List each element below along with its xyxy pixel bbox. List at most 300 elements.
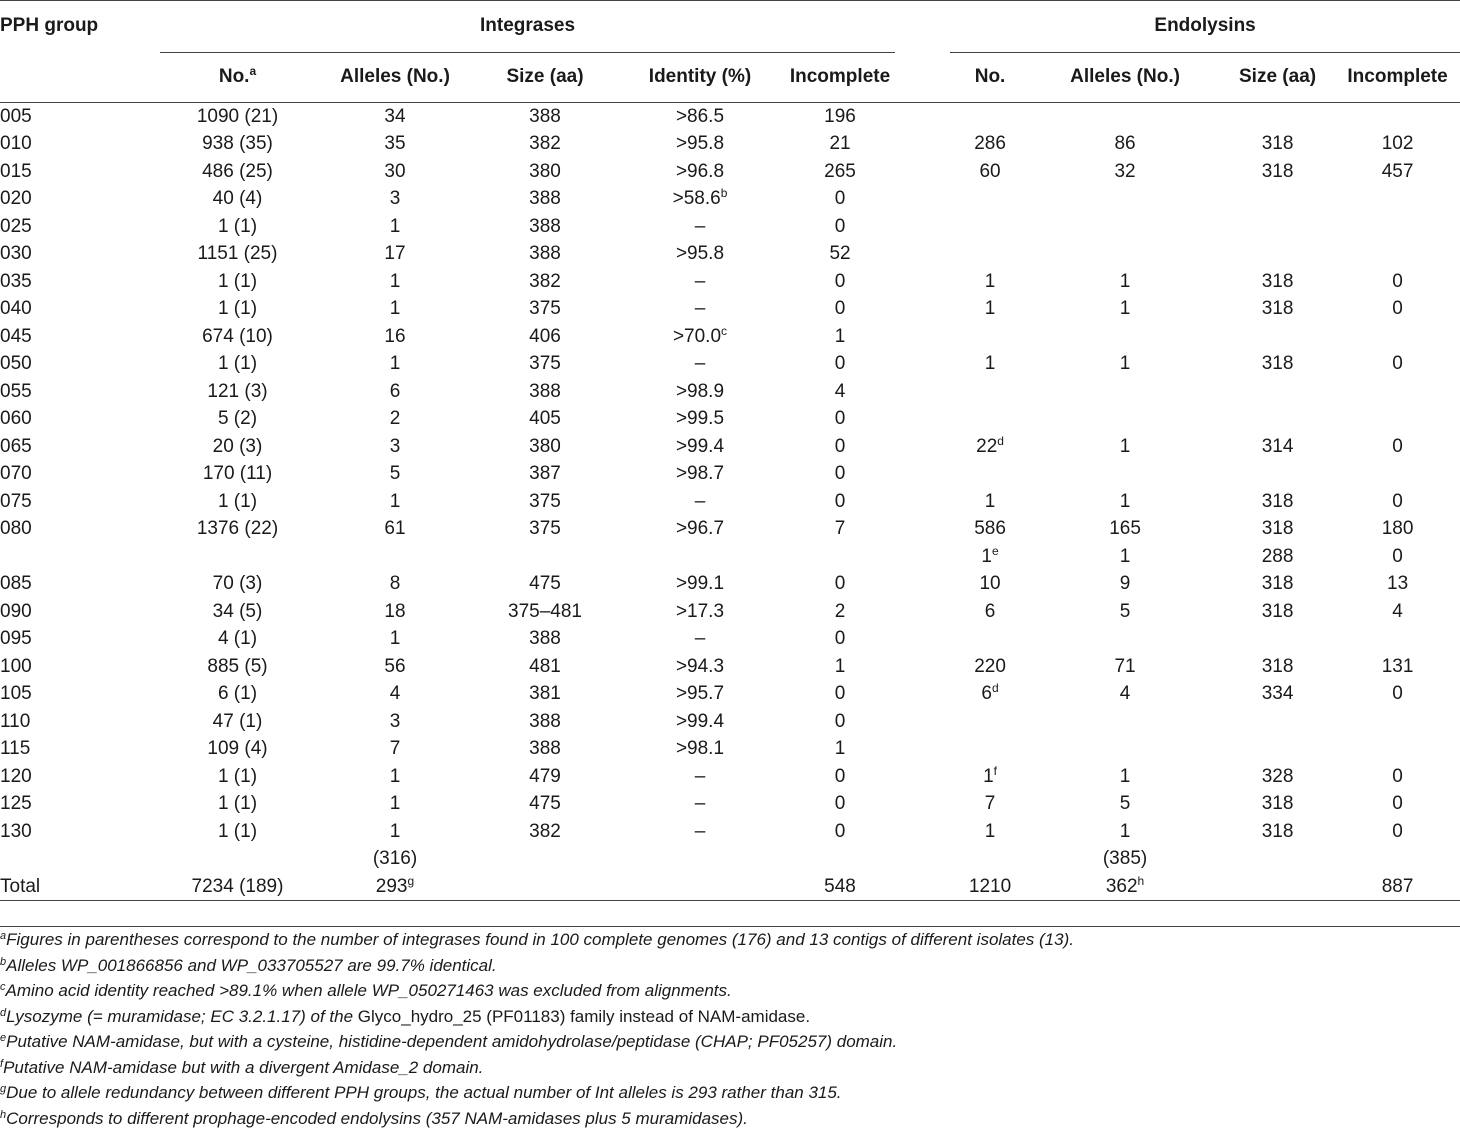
table-row — [0, 213, 1460, 241]
table-row — [0, 680, 1460, 708]
endo-cell — [1220, 378, 1335, 406]
endo-cell-value: 318 — [1261, 600, 1294, 622]
endo-cell — [1220, 735, 1335, 763]
row-group-value: 085 — [0, 573, 32, 594]
row-spacer — [895, 763, 950, 791]
endo-cell-value: 22 — [976, 435, 998, 457]
int-cell — [160, 873, 315, 901]
header-endo-col-value: Incomplete — [1347, 66, 1448, 87]
int-cell-value: 405 — [529, 408, 561, 429]
int-cell — [785, 653, 895, 681]
int-cell-value: 1090 (21) — [196, 105, 279, 127]
int-cell — [160, 460, 315, 488]
row-group-value: 075 — [0, 490, 32, 512]
header-int-col — [615, 53, 785, 103]
int-cell — [785, 185, 895, 213]
int-cell — [785, 680, 895, 708]
endo-cell-value: 457 — [1381, 160, 1414, 182]
int-cell-value: 1 — [834, 738, 846, 759]
int-cell — [315, 790, 475, 818]
row-group-value: 025 — [0, 215, 32, 237]
int-cell — [785, 845, 895, 873]
header-spacer — [895, 1, 950, 53]
endo-cell-value: 180 — [1381, 518, 1414, 539]
table-row — [0, 350, 1460, 378]
endo-cell — [1335, 130, 1460, 158]
footnote — [0, 1106, 1460, 1132]
endo-cell — [1335, 873, 1460, 901]
footnote-mark: g — [407, 873, 415, 888]
table-row — [0, 653, 1460, 681]
table-body — [0, 102, 1460, 901]
int-cell-value: 1 — [389, 820, 401, 842]
int-cell — [475, 102, 615, 130]
table-row — [0, 845, 1460, 873]
row-spacer — [895, 158, 950, 186]
row-group-value: 070 — [0, 463, 32, 484]
row-group — [0, 735, 160, 763]
row-group-value: 115 — [0, 738, 31, 759]
endo-cell-value: 1 — [984, 490, 996, 512]
endo-cell — [950, 543, 1030, 571]
row-group-value: 015 — [0, 160, 32, 182]
subheader-row — [0, 53, 1460, 103]
header-int-col-value: Size (aa) — [506, 66, 584, 87]
endo-cell-value: 7 — [984, 793, 996, 814]
table-row — [0, 873, 1460, 901]
row-group — [0, 515, 160, 543]
int-cell-value: 375 — [529, 298, 561, 319]
int-cell — [785, 763, 895, 791]
int-cell — [160, 790, 315, 818]
int-cell-value: >58.6 — [672, 188, 721, 209]
int-cell-value: 388 — [529, 105, 561, 127]
int-cell-value: >98.1 — [675, 738, 725, 759]
int-cell-value: 1 — [389, 765, 401, 787]
endo-cell-value: 13 — [1387, 573, 1409, 594]
endo-cell-value: 1210 — [968, 875, 1012, 897]
endo-cell — [1220, 790, 1335, 818]
header-int-col — [315, 53, 475, 103]
int-cell-value: 380 — [529, 435, 561, 457]
int-cell-value: 3 — [389, 710, 401, 732]
int-cell-value: – — [694, 490, 706, 512]
header-integrases-label: Integrases — [480, 15, 576, 36]
endo-cell — [1030, 653, 1220, 681]
int-cell — [785, 818, 895, 846]
endo-cell — [950, 405, 1030, 433]
int-cell-value: 406 — [529, 325, 561, 347]
footnote-text: Alleles WP_001866856 and WP_033705527 are 99.7% identical. — [6, 955, 497, 975]
footnote-text-upright: Glyco_hydro_25 (PF01183) family instead of NAM-amidase. — [357, 1006, 811, 1026]
int-cell-value: >86.5 — [675, 105, 725, 127]
endo-cell — [1335, 102, 1460, 130]
row-group — [0, 460, 160, 488]
int-cell-value: 938 (35) — [202, 133, 273, 154]
endo-cell — [950, 763, 1030, 791]
int-cell-value: 34 — [384, 105, 406, 127]
endo-cell-value: 318 — [1261, 820, 1294, 842]
endo-cell — [1030, 185, 1220, 213]
int-cell-value: >17.3 — [675, 600, 725, 622]
endo-cell — [950, 350, 1030, 378]
int-cell-value: 265 — [824, 160, 856, 182]
int-cell — [315, 130, 475, 158]
int-cell — [160, 680, 315, 708]
int-cell-value: 0 — [834, 490, 846, 512]
endo-cell-value: 887 — [1381, 875, 1414, 897]
row-spacer — [895, 460, 950, 488]
int-cell-value: 5 — [389, 463, 401, 484]
endo-cell — [1030, 240, 1220, 268]
endo-cell-value: 318 — [1261, 490, 1294, 512]
footnote-mark: c — [0, 981, 6, 993]
header-endo-col-value: No. — [974, 66, 1006, 87]
row-group — [0, 295, 160, 323]
int-cell-value: 1 (1) — [217, 490, 258, 512]
endo-cell — [1030, 268, 1220, 296]
endo-cell-value: 1 — [1119, 270, 1131, 292]
endo-cell-value: 32 — [1114, 160, 1136, 182]
table-row — [0, 102, 1460, 130]
row-spacer — [895, 873, 950, 901]
int-cell-value: 388 — [529, 243, 561, 264]
endo-cell — [950, 240, 1030, 268]
row-group-value: 045 — [0, 325, 32, 347]
endo-cell-value: 0 — [1392, 545, 1403, 567]
int-cell-value: 0 — [834, 463, 846, 484]
endo-cell — [1335, 735, 1460, 763]
int-cell — [160, 350, 315, 378]
int-cell — [160, 323, 315, 351]
header-int-col-value: No. — [218, 66, 250, 87]
int-cell-value: >95.7 — [675, 683, 725, 704]
endo-cell — [1335, 708, 1460, 736]
footnote-mark: a — [249, 64, 257, 78]
endo-cell — [1030, 433, 1220, 461]
endo-cell — [1030, 515, 1220, 543]
int-cell-value: 0 — [834, 765, 846, 787]
int-cell-value: 475 — [529, 793, 561, 814]
endo-cell — [950, 680, 1030, 708]
row-spacer — [895, 625, 950, 653]
int-cell — [315, 378, 475, 406]
footnote-mark: c — [721, 323, 728, 338]
int-cell-value: 375 — [529, 518, 561, 539]
endo-cell — [1030, 213, 1220, 241]
row-group-value: 105 — [0, 683, 32, 704]
footnote-mark: b — [720, 186, 728, 200]
endo-cell — [1220, 240, 1335, 268]
endo-cell-value: 60 — [979, 160, 1001, 182]
footnote — [0, 953, 1460, 979]
row-spacer — [895, 488, 950, 516]
endo-cell — [1030, 158, 1220, 186]
endo-cell-value: 1 — [981, 545, 992, 567]
endo-cell-value: 318 — [1261, 353, 1294, 374]
row-group-value: 110 — [0, 710, 31, 732]
int-cell-value: 0 — [834, 298, 846, 319]
endo-cell — [1335, 570, 1460, 598]
row-group — [0, 405, 160, 433]
endo-cell — [1220, 653, 1335, 681]
int-cell — [475, 268, 615, 296]
int-cell — [475, 845, 615, 873]
int-cell — [160, 488, 315, 516]
footnote-text: Corresponds to different prophage-encoded endolysins (357 NAM-amidases plus 5 muramidases). — [6, 1108, 748, 1128]
int-cell-value: 18 — [384, 600, 406, 622]
header-endo-col — [1220, 53, 1335, 103]
int-cell — [615, 378, 785, 406]
int-cell-value: 1151 (25) — [197, 243, 278, 264]
row-group — [0, 350, 160, 378]
int-cell — [475, 295, 615, 323]
table-row — [0, 460, 1460, 488]
int-cell-value: 8 — [389, 573, 401, 594]
int-cell — [785, 102, 895, 130]
int-cell — [315, 625, 475, 653]
int-cell-value: 35 — [384, 133, 406, 154]
int-cell — [615, 405, 785, 433]
int-cell-value: 1 — [834, 655, 846, 677]
int-cell-value: 1 (1) — [217, 820, 258, 842]
int-cell — [315, 680, 475, 708]
endo-cell — [1220, 433, 1335, 461]
table-header — [0, 1, 1460, 103]
footnote-text: Due to allele redundancy between different PPH groups, the actual number of Int alleles is 293 rather than 315. — [6, 1083, 842, 1102]
endo-cell — [1030, 102, 1220, 130]
row-spacer — [895, 130, 950, 158]
int-cell — [160, 570, 315, 598]
footnote — [0, 1029, 1460, 1055]
int-cell — [315, 213, 475, 241]
int-cell-value: 2 — [834, 600, 846, 622]
endo-cell — [1220, 873, 1335, 901]
int-cell — [315, 405, 475, 433]
endo-cell — [950, 158, 1030, 186]
int-cell-value: 2 — [389, 408, 401, 429]
endo-cell — [1335, 158, 1460, 186]
int-cell — [315, 350, 475, 378]
row-group-value: 040 — [0, 298, 32, 319]
footnote-mark: h — [0, 1108, 7, 1121]
row-group — [0, 873, 160, 901]
int-cell — [475, 735, 615, 763]
endo-cell — [1335, 350, 1460, 378]
row-group — [0, 598, 160, 626]
endo-cell — [1335, 488, 1460, 516]
endo-cell — [1335, 213, 1460, 241]
int-cell — [785, 598, 895, 626]
endo-cell — [1030, 570, 1220, 598]
endo-cell — [1335, 598, 1460, 626]
endo-cell — [1335, 405, 1460, 433]
endo-cell — [1030, 818, 1220, 846]
footnote — [0, 1004, 1460, 1030]
endo-cell — [1030, 763, 1220, 791]
int-cell — [475, 378, 615, 406]
table-row — [0, 268, 1460, 296]
row-group-value: 020 — [0, 188, 32, 209]
endo-cell — [1220, 268, 1335, 296]
endo-cell — [1335, 543, 1460, 571]
endo-cell — [1030, 543, 1220, 571]
endo-cell — [1030, 323, 1220, 351]
endo-cell — [1335, 240, 1460, 268]
int-cell-value: – — [694, 298, 706, 319]
endo-cell — [1220, 515, 1335, 543]
endo-cell — [1220, 295, 1335, 323]
endo-cell — [1030, 873, 1220, 901]
header-endo-col — [950, 53, 1030, 103]
row-group — [0, 102, 160, 130]
int-cell — [160, 653, 315, 681]
row-group-value: 050 — [0, 353, 32, 374]
table-row — [0, 130, 1460, 158]
int-cell-value: 17 — [384, 243, 406, 264]
endo-cell-value: 328 — [1261, 765, 1294, 787]
int-cell-value: 5 (2) — [217, 408, 258, 429]
endo-cell — [1335, 460, 1460, 488]
header-endo-col — [1030, 53, 1220, 103]
int-cell — [160, 240, 315, 268]
int-cell-value: 4 (1) — [217, 628, 258, 649]
int-cell — [475, 653, 615, 681]
int-cell-value: 1 (1) — [217, 793, 258, 814]
int-cell — [615, 213, 785, 241]
row-group-value: 120 — [0, 765, 32, 787]
int-cell-value: 1 — [389, 298, 401, 319]
endo-cell-value: 362 — [1105, 875, 1138, 897]
footnote-text: Putative NAM-amidase but with a divergent Amidase_2 domain. — [3, 1057, 484, 1077]
int-cell-value: – — [694, 793, 706, 814]
int-cell-value: 0 — [834, 820, 846, 842]
int-cell-value: – — [694, 820, 706, 842]
int-cell — [160, 378, 315, 406]
int-cell — [475, 405, 615, 433]
int-cell-value: 388 — [529, 380, 561, 402]
int-cell-value: 475 — [529, 573, 561, 594]
int-cell — [785, 515, 895, 543]
int-cell — [785, 543, 895, 571]
endo-cell-value: 318 — [1261, 518, 1294, 539]
int-cell — [615, 598, 785, 626]
endo-cell — [1335, 295, 1460, 323]
endo-cell-value: 220 — [974, 655, 1006, 677]
row-group — [0, 790, 160, 818]
row-group — [0, 488, 160, 516]
table-row — [0, 818, 1460, 846]
endo-cell — [1220, 213, 1335, 241]
footnote-mark: d — [0, 1006, 7, 1019]
endo-cell — [1335, 790, 1460, 818]
row-group — [0, 763, 160, 791]
endo-cell — [1030, 405, 1220, 433]
int-cell-value: 1 — [389, 628, 401, 649]
row-spacer — [895, 598, 950, 626]
int-cell — [475, 680, 615, 708]
int-cell-value: 1 (1) — [217, 270, 258, 292]
header-int-col-value: Incomplete — [789, 66, 891, 87]
endo-cell — [1030, 598, 1220, 626]
int-cell — [615, 323, 785, 351]
int-cell-value: – — [694, 215, 706, 237]
footnote-mark: d — [997, 433, 1004, 448]
int-cell — [315, 598, 475, 626]
int-cell-value: 4 — [834, 380, 846, 402]
int-cell-value: 61 — [384, 518, 406, 539]
row-spacer — [895, 680, 950, 708]
int-cell — [615, 268, 785, 296]
int-cell-value: 20 (3) — [212, 435, 263, 457]
int-cell — [315, 708, 475, 736]
endo-cell — [950, 185, 1030, 213]
endo-cell-value: 1 — [984, 353, 996, 374]
int-cell — [785, 405, 895, 433]
table-row — [0, 598, 1460, 626]
endo-cell — [1335, 268, 1460, 296]
footnote-mark: f — [0, 1057, 4, 1070]
int-cell-value: >98.9 — [675, 380, 725, 402]
int-cell — [785, 625, 895, 653]
int-cell-value: 6 (1) — [217, 683, 258, 704]
endo-cell-value: 1 — [983, 765, 994, 787]
row-group-value: 125 — [0, 793, 32, 814]
endo-cell — [950, 818, 1030, 846]
int-cell — [315, 102, 475, 130]
int-cell — [160, 735, 315, 763]
row-spacer — [895, 240, 950, 268]
endo-cell — [1335, 680, 1460, 708]
row-group-value: 035 — [0, 270, 32, 292]
int-cell-value: – — [694, 765, 706, 787]
int-cell — [615, 763, 785, 791]
footnote-text: Lysozyme (= muramidase; EC 3.2.1.17) of the — [6, 1006, 358, 1026]
table-row — [0, 735, 1460, 763]
row-group — [0, 653, 160, 681]
endo-cell-value: 318 — [1261, 655, 1294, 677]
int-cell — [475, 488, 615, 516]
endo-cell — [1030, 460, 1220, 488]
endo-cell-value: 0 — [1392, 820, 1403, 842]
endo-cell — [1030, 845, 1220, 873]
header-int-col-value: Identity (%) — [648, 66, 752, 87]
int-cell — [785, 873, 895, 901]
row-group — [0, 378, 160, 406]
header-endolysins-label: Endolysins — [1154, 15, 1256, 36]
int-cell-value: 382 — [529, 133, 561, 154]
row-group — [0, 708, 160, 736]
int-cell-value: 0 — [834, 710, 846, 732]
row-spacer — [895, 405, 950, 433]
int-cell — [615, 102, 785, 130]
footnotes — [0, 926, 1460, 1131]
footnote-mark: a — [0, 930, 7, 942]
endo-cell — [1220, 405, 1335, 433]
footnote-mark: h — [1137, 873, 1145, 888]
int-cell — [475, 570, 615, 598]
int-cell — [615, 543, 785, 571]
int-cell-value: 40 (4) — [212, 188, 263, 209]
int-cell — [160, 515, 315, 543]
int-cell — [615, 845, 785, 873]
int-cell — [615, 735, 785, 763]
endo-cell — [1030, 735, 1220, 763]
footnote-mark: e — [0, 1032, 7, 1044]
table-row — [0, 625, 1460, 653]
endo-cell — [1220, 708, 1335, 736]
int-cell-value: 121 (3) — [207, 380, 268, 402]
